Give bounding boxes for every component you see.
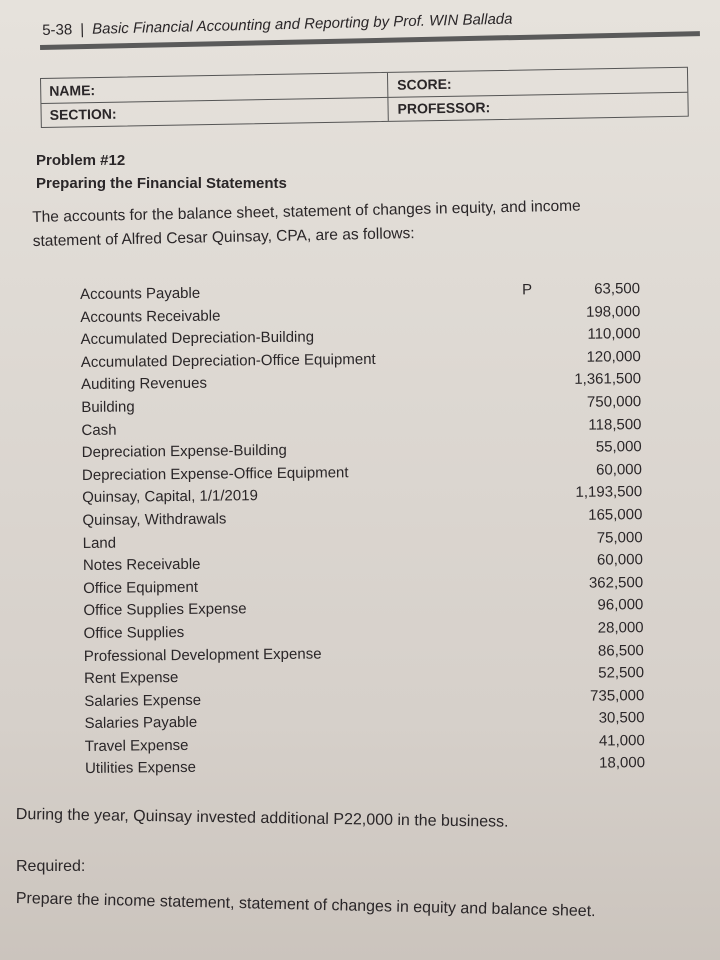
account-amount: 63,500: [594, 280, 641, 298]
account-amount: 52,500: [598, 664, 645, 682]
currency-symbol: P: [521, 281, 533, 299]
account-amount: 118,500: [588, 415, 642, 434]
account-name: Office Supplies: [83, 623, 185, 642]
account-amount: 96,000: [597, 596, 644, 614]
required-label: Required:: [16, 858, 86, 875]
name-label: NAME:: [49, 82, 96, 99]
intro-line-2: statement of Alfred Cesar Quinsay, CPA, are as follows:: [32, 224, 415, 250]
account-amount: 75,000: [596, 528, 643, 547]
page-number: 5-38: [42, 21, 73, 39]
account-row: [85, 755, 645, 783]
account-name: Cash: [81, 421, 117, 439]
account-amount: 86,500: [597, 641, 644, 660]
account-amount: 41,000: [598, 731, 645, 750]
problem-intro: [32, 192, 720, 254]
intro-line-1: The accounts for the balance sheet, statement of changes in equity, and income: [32, 197, 581, 226]
section-label: SECTION:: [49, 105, 117, 123]
account-amount: 55,000: [595, 438, 642, 456]
account-amount: 362,500: [588, 573, 644, 592]
account-name: Accumulated Depreciation-Office Equipment: [80, 350, 376, 371]
account-name: Accounts Payable: [80, 284, 201, 303]
student-info-form: [40, 67, 689, 128]
investment-note: During the year, Quinsay invested additional P22,000 in the business.: [15, 806, 509, 831]
account-name: Depreciation Expense-Office Equipment: [81, 463, 349, 484]
account-name: Rent Expense: [84, 669, 179, 688]
account-amount: 1,361,500: [574, 370, 642, 389]
account-name: Quinsay, Capital, 1/1/2019: [82, 487, 258, 507]
account-amount: 198,000: [585, 302, 641, 321]
header-separator: |: [80, 20, 85, 39]
account-amount: 1,193,500: [575, 483, 643, 502]
account-name: Auditing Revenues: [80, 375, 208, 394]
account-name: Utilities Expense: [84, 759, 197, 778]
task-instruction: Prepare the income statement, statement of changes in equity and balance sheet.: [15, 890, 596, 921]
professor-label: PROFESSOR:: [397, 99, 491, 117]
account-name: Accumulated Depreciation-Building: [80, 328, 315, 349]
account-name: Building: [81, 398, 135, 416]
account-amount: 750,000: [586, 393, 642, 411]
accounts-list: [80, 280, 645, 783]
account-name: Travel Expense: [84, 736, 189, 755]
account-amount: 165,000: [588, 506, 643, 524]
account-amount: 735,000: [589, 686, 645, 705]
account-amount: 60,000: [596, 551, 643, 569]
problem-number: Problem #12: [36, 152, 126, 169]
account-name: Salaries Payable: [84, 714, 198, 733]
book-title: Basic Financial Accounting and Reporting by Prof. WIN Ballada: [91, 10, 513, 38]
account-amount: 60,000: [595, 460, 643, 479]
account-amount: 30,500: [598, 709, 645, 727]
account-name: Land: [82, 534, 117, 552]
account-amount: 110,000: [587, 325, 641, 343]
account-name: Depreciation Expense-Building: [81, 441, 287, 462]
account-name: Professional Development Expense: [83, 644, 322, 665]
account-name: Quinsay, Withdrawals: [82, 510, 227, 529]
account-amount: 28,000: [597, 619, 644, 637]
problem-title: Preparing the Financial Statements: [36, 175, 287, 192]
account-amount: 120,000: [586, 347, 641, 366]
account-name: Office Equipment: [83, 578, 199, 597]
account-amount: 18,000: [599, 754, 646, 773]
account-name: Salaries Expense: [84, 691, 202, 710]
account-name: Notes Receivable: [82, 555, 201, 575]
account-name: Office Supplies Expense: [83, 600, 247, 620]
account-name: Accounts Receivable: [80, 307, 221, 326]
score-label: SCORE:: [397, 75, 452, 93]
